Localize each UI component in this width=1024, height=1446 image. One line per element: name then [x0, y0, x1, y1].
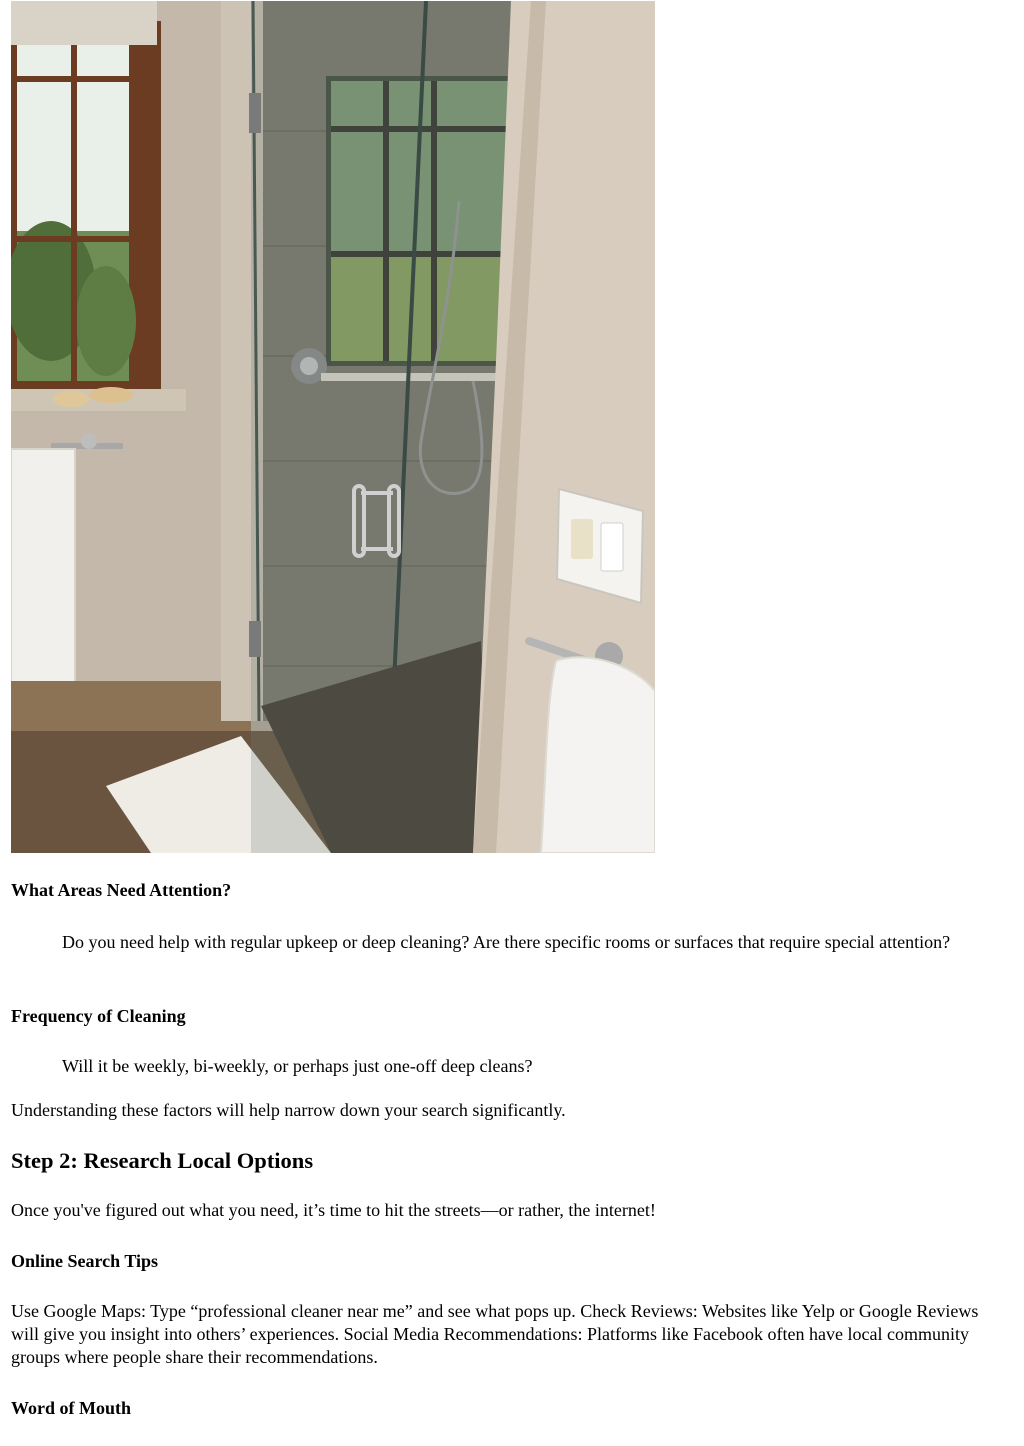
bathroom-shower-photo	[11, 1, 655, 853]
online-search-heading: Online Search Tips	[11, 1251, 159, 1271]
areas-paragraph: Do you need help with regular upkeep or deep cleaning? Are there specific rooms or surfaces that require special attention?	[62, 932, 951, 952]
frequency-heading: Frequency of Cleaning	[11, 1006, 186, 1026]
bathroom-shower-illustration	[11, 1, 655, 853]
word-of-mouth-heading: Word of Mouth	[11, 1398, 132, 1418]
understanding-paragraph: Understanding these factors will help narrow down your search significantly.	[11, 1100, 566, 1120]
online-search-paragraph: Use Google Maps: Type “professional cleaner near me” and see what pops up. Check Reviews: Websites like Yelp or Google Reviews will give you insight into others’ experiences. Social Media Recommendations: Platforms like Facebook often have local community groups where people share their recommendations.	[11, 1301, 979, 1367]
step2-heading: Step 2: Research Local Options	[11, 1148, 314, 1173]
areas-heading: What Areas Need Attention?	[11, 880, 232, 900]
frequency-paragraph: Will it be weekly, bi-weekly, or perhaps just one-off deep cleans?	[62, 1056, 533, 1076]
step2-paragraph: Once you've figured out what you need, it’s time to hit the streets—or rather, the internet!	[11, 1200, 656, 1220]
